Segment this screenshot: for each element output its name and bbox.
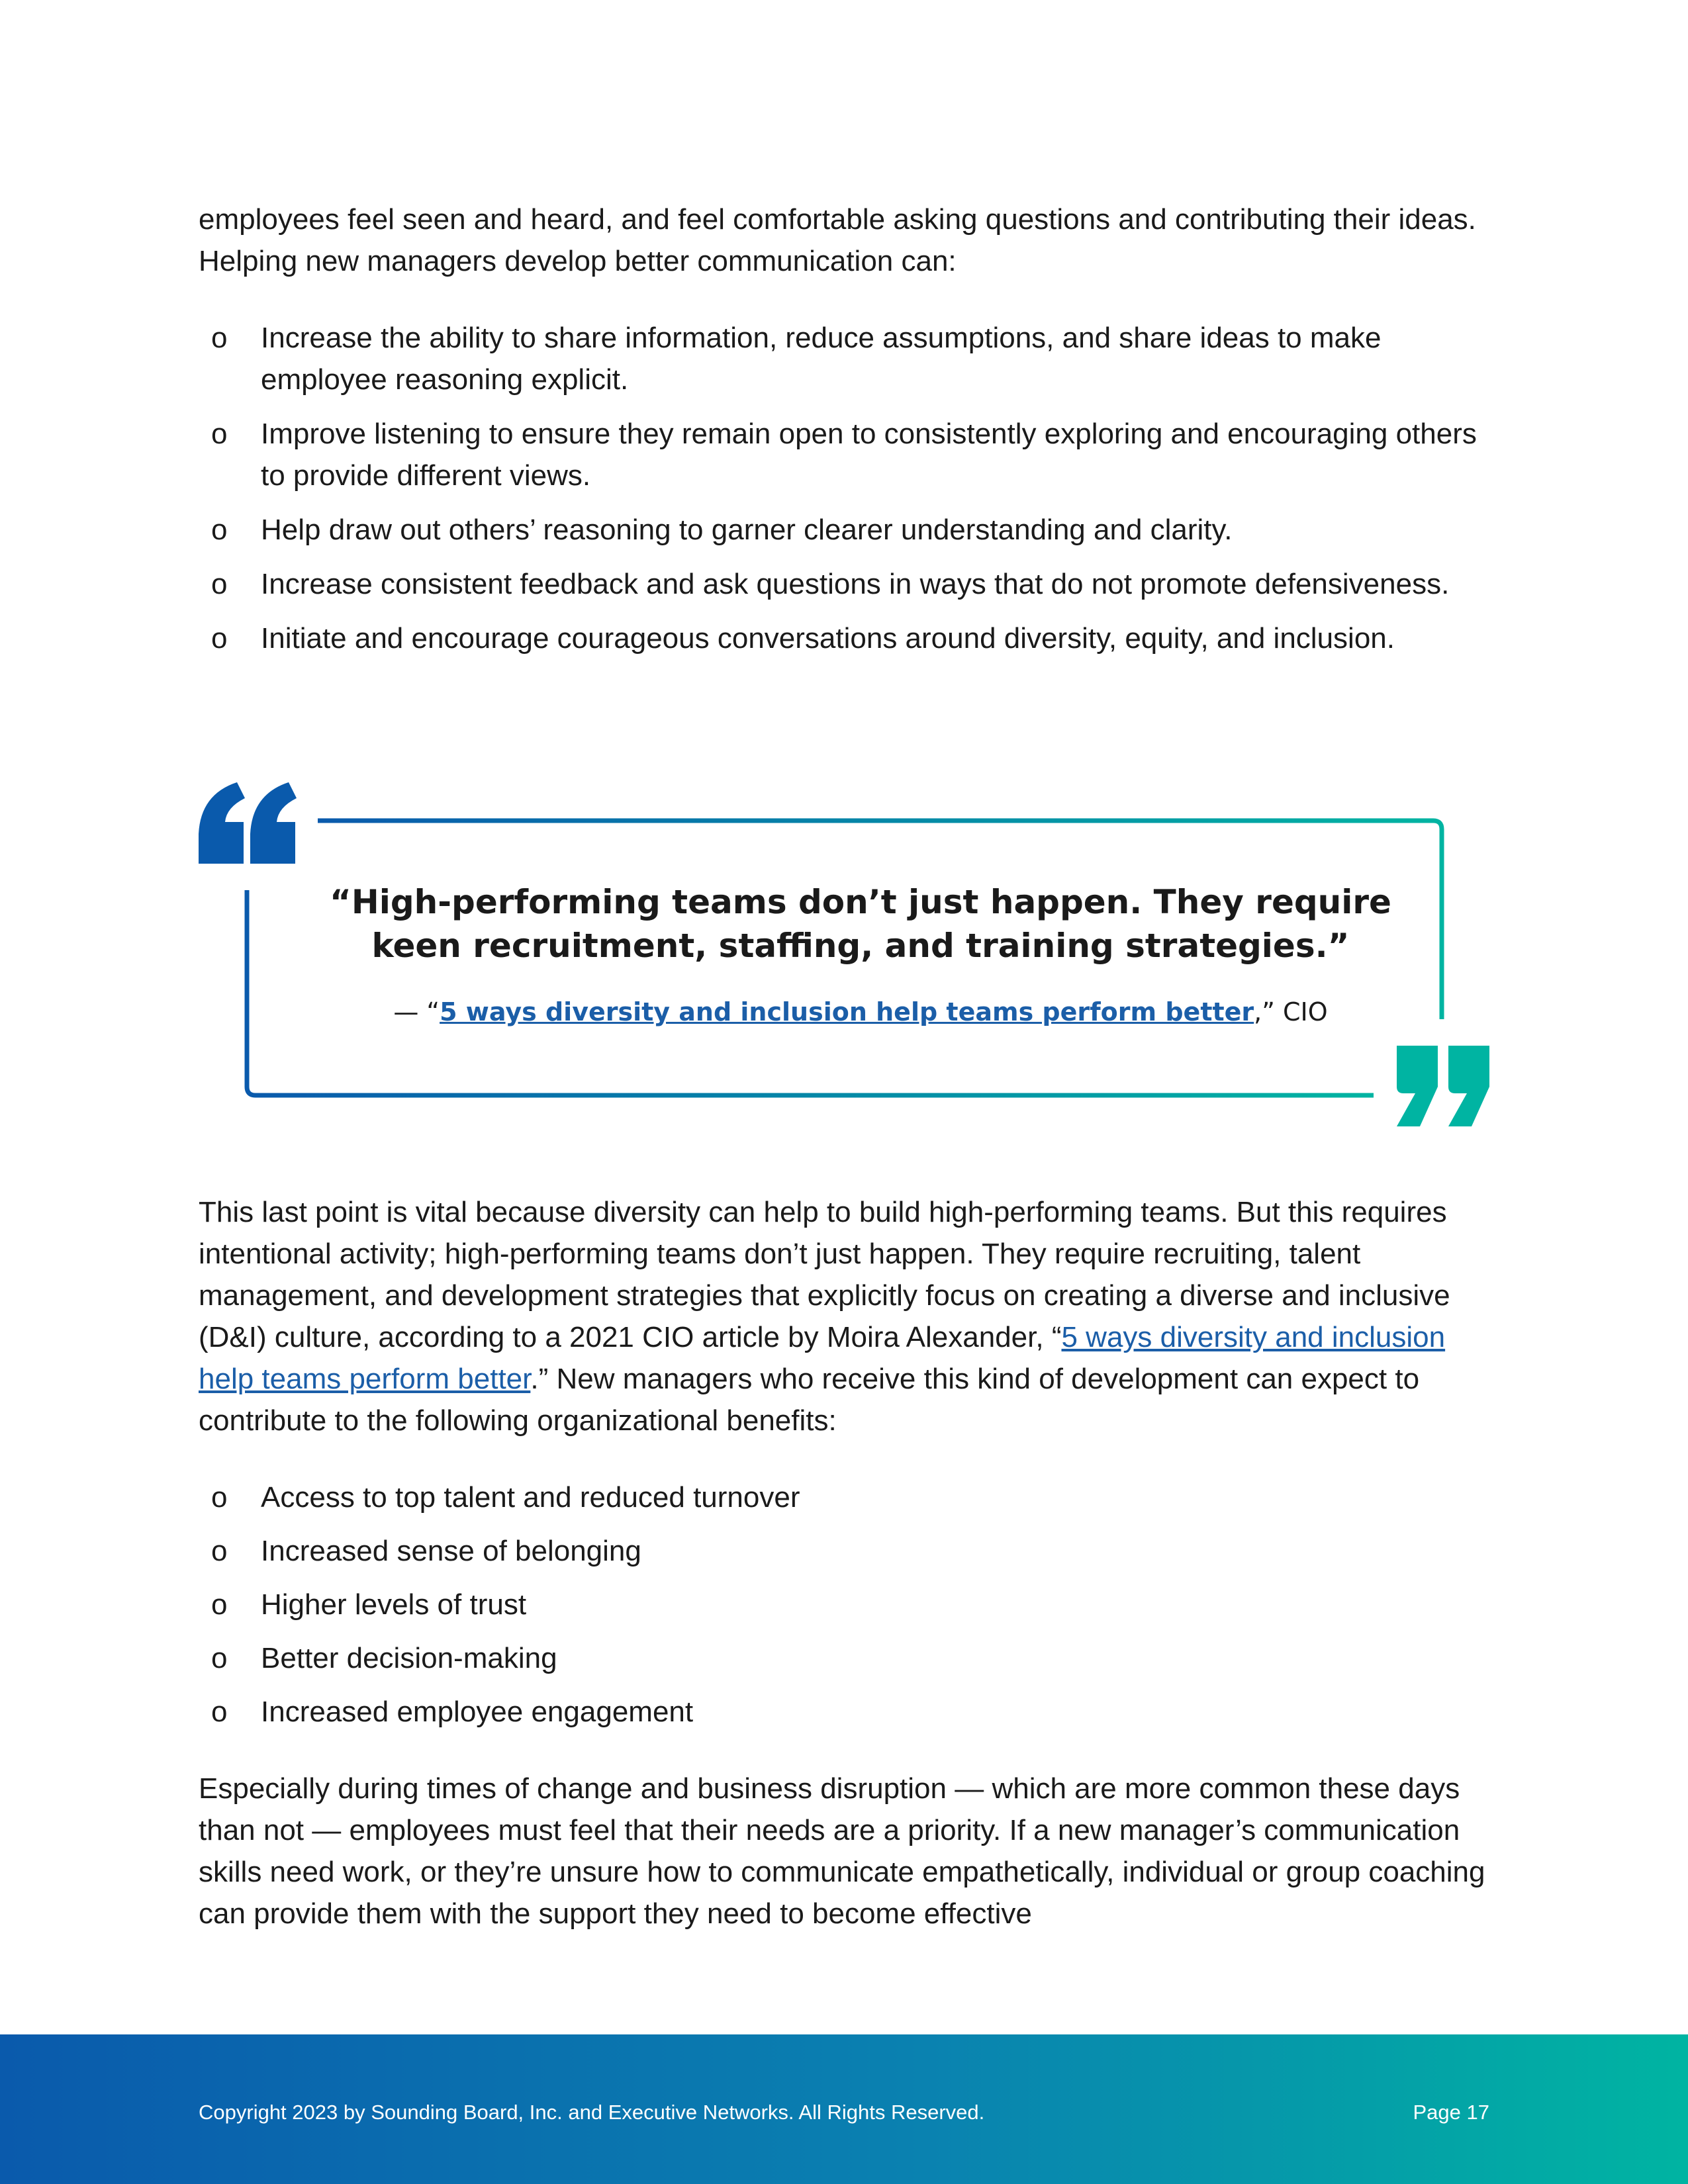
article-link[interactable]: 5 ways diversity and inclusion help teams perform better xyxy=(199,1321,1446,1395)
quote-attribution: — “5 ways diversity and inclusion help teams perform better,” CIO xyxy=(393,997,1328,1026)
bullet-icon: o xyxy=(211,1696,228,1728)
open-quote-icon xyxy=(199,782,297,864)
pull-quote xyxy=(199,781,1496,1132)
copyright-text: Copyright 2023 by Sounding Board, Inc. and Executive Networks. All Rights Reserved. xyxy=(199,2101,985,2124)
communication-benefits-list xyxy=(199,317,1496,659)
diversity-paragraph: This last point is vital because diversity can help to build high-performing teams. But this requires intentional activity; high-performing teams don’t just happen. They require recruiting, talent management, and development strategies that explicitly focus on creating a diverse and inclusive (D&I) culture, according to a 2021 CIO article by Moira Alexander, “5 ways diversity and inclusion help teams perform better.” New managers who receive this kind of development can expect to contribute to the following organizational benefits: xyxy=(199,1196,1450,1437)
page-footer xyxy=(0,2034,1688,2184)
list-item: o Increased sense of belonging xyxy=(199,1530,1496,1572)
list-item: o Higher levels of trust xyxy=(199,1584,1496,1625)
closing-paragraph: Especially during times of change and business disruption — which are more common these days than not — employees must feel that their needs are a priority. If a new manager’s communication skills need work, or they’re unsure how to communicate empathetically, individual or group coaching can provide them with the support they need to become effective xyxy=(199,1772,1485,1930)
bullet-icon: o xyxy=(211,1588,228,1621)
page-number: Page 17 xyxy=(1413,2101,1489,2124)
bullet-icon: o xyxy=(211,568,228,600)
bullet-icon: o xyxy=(211,514,228,546)
list-item: o Increase consistent feedback and ask questions in ways that do not promote defensiveness. xyxy=(199,563,1496,605)
intro-paragraph: employees feel seen and heard, and feel comfortable asking questions and contributing their ideas. Helping new managers develop better communication can: xyxy=(199,203,1476,277)
list-item: o Access to top talent and reduced turnover xyxy=(199,1477,1496,1518)
top-content xyxy=(199,199,1496,659)
bullet-icon: o xyxy=(211,1481,228,1514)
close-quote-icon xyxy=(1397,1046,1489,1126)
list-item: o Better decision-making xyxy=(199,1637,1496,1679)
list-item: o Initiate and encourage courageous conversations around diversity, equity, and inclusion. xyxy=(199,617,1496,659)
bullet-icon: o xyxy=(211,418,228,450)
organizational-benefits-list xyxy=(199,1477,1496,1733)
list-item: o Improve listening to ensure they remain open to consistently exploring and encouraging others to provide different views. xyxy=(199,413,1496,496)
list-item: o Help draw out others’ reasoning to garner clearer understanding and clarity. xyxy=(199,509,1496,551)
list-item: o Increased employee engagement xyxy=(199,1691,1496,1733)
bullet-icon: o xyxy=(211,1535,228,1567)
bullet-icon: o xyxy=(211,622,228,655)
bullet-icon: o xyxy=(211,1642,228,1674)
list-item: o Increase the ability to share information, reduce assumptions, and share ideas to make employee reasoning explicit. xyxy=(199,317,1496,400)
quote-text: “High-performing teams don’t just happen. They require keen recruitment, staffing, and training strategies.” xyxy=(330,883,1391,965)
bottom-content xyxy=(199,1191,1496,1934)
bullet-icon: o xyxy=(211,322,228,354)
quote-source-link[interactable]: 5 ways diversity and inclusion help teams perform better xyxy=(440,997,1254,1026)
